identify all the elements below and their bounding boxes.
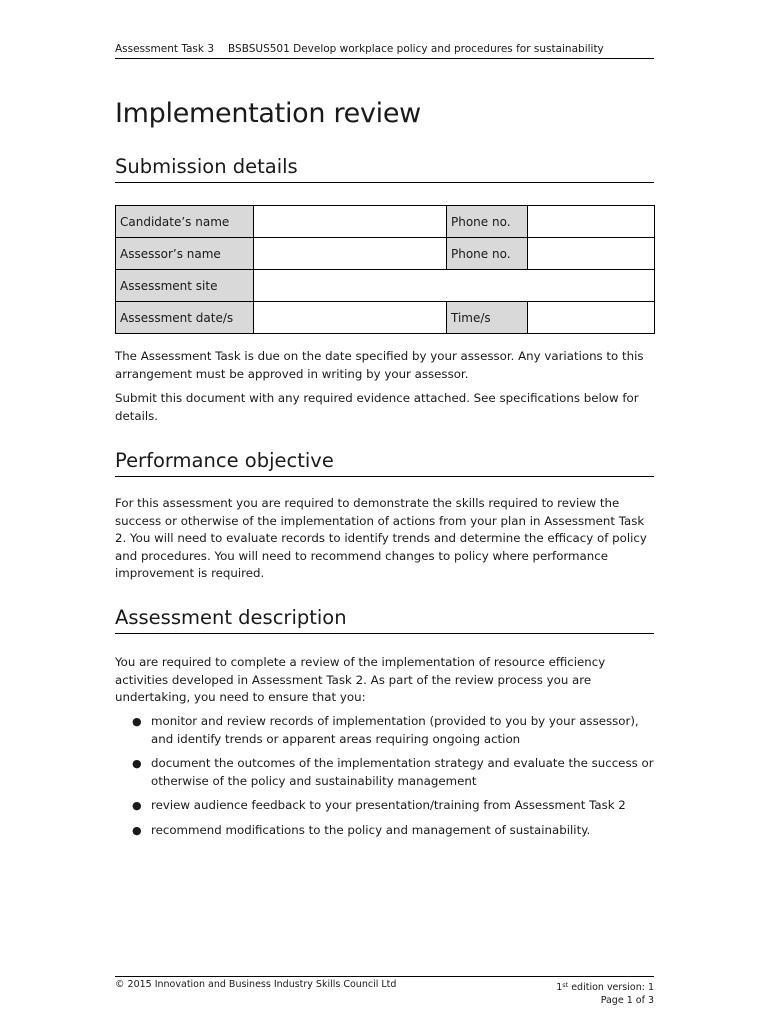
requirements-list xyxy=(115,713,654,846)
assessment-text: You are required to complete a review of the implementation of resource efficiency activities developed in Assessment Task 2. As part of the review process you are undertaking, you need to ensure that you: xyxy=(115,655,606,704)
list-item-text: monitor and review records of implementation (provided to you by your assessor), and identify trends or apparent areas requiring ongoing action xyxy=(151,714,639,746)
candidate-phone-field[interactable] xyxy=(528,206,655,238)
assessor-name-field[interactable] xyxy=(254,238,447,270)
candidate-name-label: Candidate’s name xyxy=(116,206,254,238)
submission-details-table xyxy=(115,205,655,334)
assessment-site-field[interactable] xyxy=(254,270,655,302)
header-task: Assessment Task 3 xyxy=(115,43,215,55)
time-field[interactable] xyxy=(528,302,655,334)
due-date-note: The Assessment Task is due on the date specified by your assessor. Any variations to this arrangement must be approved in writing by your assessor. xyxy=(115,349,644,381)
time-label: Time/s xyxy=(447,302,528,334)
edition-text: edition version: 1 xyxy=(568,982,654,993)
candidate-phone-label: Phone no. xyxy=(447,206,528,238)
table-row xyxy=(116,206,655,238)
edition-number: 1 xyxy=(556,982,563,993)
footer-edition xyxy=(556,979,654,995)
submit-note: Submit this document with any required evidence attached. See specifications below for details. xyxy=(115,391,639,423)
bullet-icon: ● xyxy=(132,799,142,812)
list-item-text: review audience feedback to your presentation/training from Assessment Task 2 xyxy=(151,798,626,812)
candidate-name-field[interactable] xyxy=(254,206,447,238)
page-footer xyxy=(115,976,654,1006)
assessment-site-label: Assessment site xyxy=(116,270,254,302)
list-item xyxy=(115,822,654,840)
table-row xyxy=(116,302,655,334)
assessor-phone-label: Phone no. xyxy=(447,238,528,270)
header-unit: BSBSUS501 Develop workplace policy and procedures for sustainability xyxy=(228,43,604,55)
assessor-name-label: Assessor’s name xyxy=(116,238,254,270)
bullet-icon: ● xyxy=(132,757,142,770)
table-row xyxy=(116,238,655,270)
edition-suffix: st xyxy=(562,981,569,989)
list-item xyxy=(115,755,654,790)
list-item-text: document the outcomes of the implementation strategy and evaluate the success or otherwise of the policy and sustainability management xyxy=(151,756,654,788)
running-header xyxy=(115,42,654,59)
assessment-date-field[interactable] xyxy=(254,302,447,334)
footer-copyright: © 2015 Innovation and Business Industry Skills Council Ltd xyxy=(115,979,397,990)
footer-edition-block xyxy=(556,979,654,1007)
performance-heading: Performance objective xyxy=(115,448,654,477)
assessment-date-label: Assessment date/s xyxy=(116,302,254,334)
submission-heading: Submission details xyxy=(115,154,654,183)
assessment-heading: Assessment description xyxy=(115,605,654,634)
page-title: Implementation review xyxy=(115,98,421,129)
list-item xyxy=(115,713,654,748)
list-item-text: recommend modifications to the policy and management of sustainability. xyxy=(151,822,591,837)
table-row xyxy=(116,270,655,302)
assessor-phone-field[interactable] xyxy=(528,238,655,270)
list-item xyxy=(115,797,654,815)
footer-page-number: Page 1 of 3 xyxy=(600,994,654,1006)
performance-text: For this assessment you are required to demonstrate the skills required to review the success or otherwise of the implementation of actions from your plan in Assessment Task 2. You will need to evaluate records to identify trends and determine the efficacy of policy and procedures. You will need to recommend changes to policy where performance improvement is required. xyxy=(115,496,647,580)
bullet-icon: ● xyxy=(132,715,142,728)
bullet-icon: ● xyxy=(132,823,142,837)
